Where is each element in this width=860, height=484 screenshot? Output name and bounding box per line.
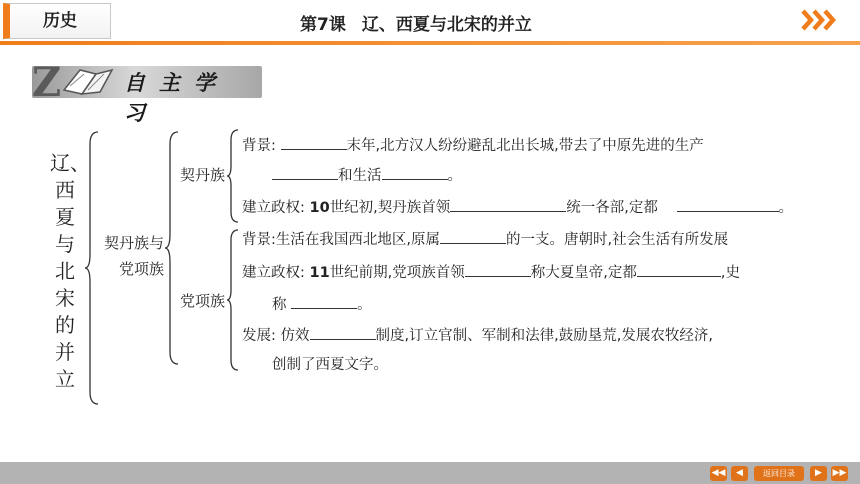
book-icon (30, 58, 122, 106)
node-khitan-tangut-label: 契丹族与党项族 (103, 234, 164, 278)
tangut-bg-label: 背景: (242, 232, 276, 248)
khitan-regime-label: 建立政权: (242, 200, 305, 216)
blank-field[interactable] (382, 163, 448, 180)
khitan-bg-text1: 末年,北方汉人纷纷避乱北出长城,带去了中原先进的生产 (346, 138, 704, 154)
tangut-bg-text1: 生活在我国西北地区,原属 (275, 232, 440, 248)
blank-field[interactable] (465, 260, 531, 277)
tangut-regime-line2 (272, 292, 372, 314)
first-page-button[interactable] (710, 466, 727, 481)
tangut-background-line (242, 227, 728, 249)
lesson-title-text: 辽、西夏与北宋的并立 (361, 15, 532, 35)
node-tangut: 党项族 (180, 292, 226, 310)
khitan-bg-text2: 和生活 (338, 168, 382, 184)
header-divider (0, 41, 860, 45)
banner-text: 自主学习 (124, 70, 229, 125)
khitan-background-line1 (242, 133, 704, 155)
khitan-bg-end: 。 (447, 168, 462, 184)
back-to-contents-button[interactable]: 返回目录 (754, 466, 804, 481)
blank-field[interactable] (281, 133, 347, 150)
khitan-regime-end: 。 (778, 200, 794, 216)
tangut-bg-text2: 的一支。唐朝时,社会生活有所发展 (506, 232, 729, 248)
tangut-regime-text3: ,史 (720, 265, 741, 281)
root-title: 辽、西夏与北宋的并立 (50, 151, 90, 391)
tangut-regime-text1: 世纪前期,党项族首领 (329, 265, 465, 281)
first-page-icon: ◀◀ (711, 468, 726, 478)
tangut-regime-text2: 称大夏皇帝,定都 (530, 265, 637, 281)
node-khitan-tangut (98, 230, 164, 282)
tangut-regime-century: 11 (309, 265, 330, 281)
node-khitan: 契丹族 (180, 166, 226, 184)
last-page-button[interactable] (831, 466, 848, 481)
tangut-dev-label: 发展: (242, 328, 276, 344)
tangut-regime-line2-a: 称 (272, 297, 287, 313)
header-bar (0, 0, 860, 42)
blank-field[interactable] (291, 292, 357, 309)
blank-field[interactable] (637, 260, 721, 277)
section-banner (32, 56, 262, 125)
banner-letter: Z (32, 59, 62, 102)
lesson-number: 第7课 (300, 15, 346, 35)
subject-tab: 历史 (3, 3, 111, 39)
next-page-button[interactable] (810, 466, 827, 481)
next-page-icon: ▶ (815, 468, 822, 478)
khitan-regime-text1: 世纪初,契丹族首领 (329, 200, 451, 216)
tangut-brace (226, 228, 240, 372)
khitan-regime-text2: 统一各部,定都 (566, 200, 658, 216)
tangut-dev-text2: 制度,订立官制、军制和法律,鼓励垦荒,发展农牧经济, (375, 328, 713, 344)
khitan-bg-label: 背景: (242, 138, 276, 154)
lesson-title (300, 10, 532, 35)
tangut-dev-text1: 仿效 (280, 328, 310, 344)
blank-field[interactable] (440, 227, 506, 244)
khitan-regime-line (242, 195, 793, 217)
blank-field[interactable] (272, 163, 338, 180)
tangut-development-line1 (242, 323, 713, 345)
tangut-development-line2: 创制了西夏文字。 (272, 357, 388, 373)
khitan-regime-century: 10 (309, 200, 330, 216)
prev-page-icon: ◀ (736, 468, 743, 478)
level1-brace (164, 130, 180, 366)
prev-page-button[interactable] (731, 466, 748, 481)
khitan-background-line2 (272, 163, 462, 185)
last-page-icon: ▶▶ (832, 468, 847, 478)
blank-field[interactable] (677, 195, 779, 212)
tangut-regime-line1 (242, 260, 740, 282)
triple-chevron-right-icon[interactable] (800, 6, 838, 34)
tangut-regime-label: 建立政权: (242, 265, 305, 281)
blank-field[interactable] (310, 323, 376, 340)
khitan-brace (226, 128, 240, 224)
tangut-regime-line2-end: 。 (357, 297, 372, 313)
blank-field[interactable] (450, 195, 566, 212)
